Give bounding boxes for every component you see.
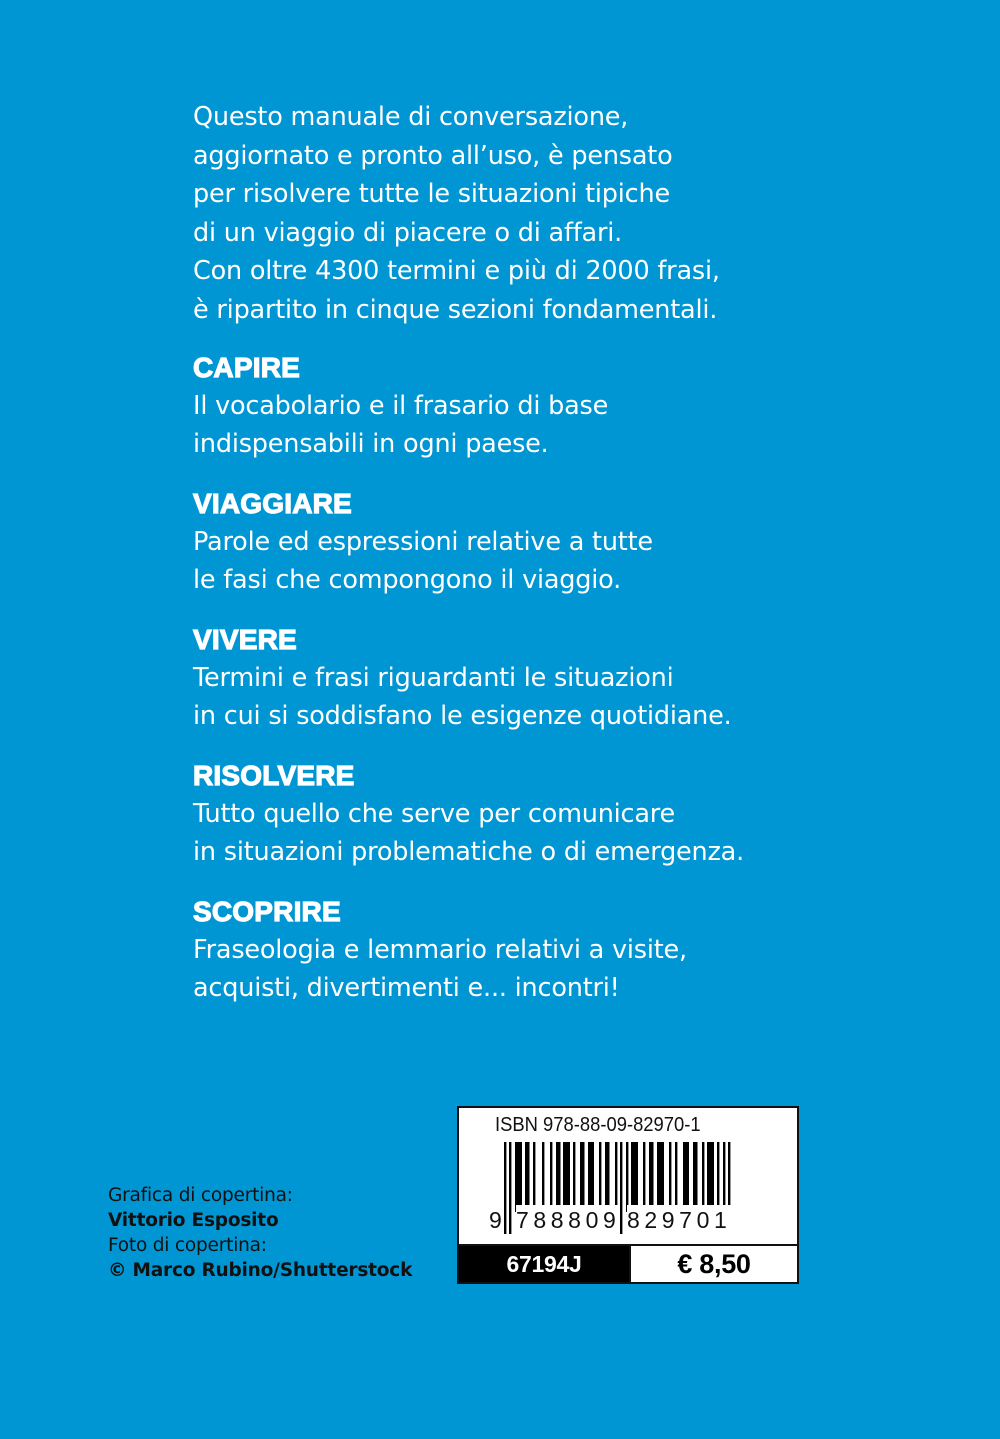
section-heading: RISOLVERE [193, 760, 355, 791]
barcode-label [457, 1106, 799, 1284]
section-heading: SCOPRIRE [193, 896, 341, 927]
intro-line: di un viaggio di piacere o di affari. [193, 217, 623, 248]
isbn-number: ISBN 978-88-09-82970-1 [495, 1114, 701, 1136]
section-line: acquisti, divertimenti e... incontri! [193, 973, 620, 1003]
intro-line: per risolvere tutte le situazioni tipiche [193, 179, 670, 209]
design-credit-name: Vittorio Esposito [108, 1210, 279, 1231]
ean-first-digit: 9 [489, 1207, 502, 1233]
intro-line: è ripartito in cinque sezioni fondamentali. [193, 294, 718, 325]
section-line: in cui si soddisfano le esigenze quotidiane. [193, 701, 732, 731]
product-code: 67194J [459, 1246, 629, 1282]
photo-credit-label: Foto di copertina: [108, 1235, 267, 1256]
intro-line: Questo manuale di conversazione, [193, 102, 629, 132]
section-heading: VIAGGIARE [193, 488, 352, 519]
section-vivere [193, 625, 893, 735]
intro-line: Con oltre 4300 termini e più di 2000 frasi, [193, 256, 720, 286]
price-row [459, 1244, 797, 1282]
section-line: in situazioni problematiche o di emergenza. [193, 837, 745, 867]
ean-left-digits: 788809 [516, 1207, 621, 1233]
section-heading: VIVERE [193, 624, 297, 655]
section-line: le fasi che compongono il viaggio. [193, 565, 621, 595]
cover-credits [108, 1183, 412, 1283]
photo-credit-name: © Marco Rubino/Shutterstock [108, 1260, 413, 1281]
design-credit-label: Grafica di copertina: [108, 1185, 293, 1206]
section-viaggiare [193, 489, 893, 599]
section-line: Fraseologia e lemmario relativi a visite, [193, 935, 687, 965]
section-scoprire [193, 897, 893, 1007]
section-capire [193, 353, 893, 463]
intro-paragraph [193, 98, 893, 329]
section-line: Termini e frasi riguardanti le situazioni [193, 663, 674, 693]
section-line: Il vocabolario e il frasario di base [193, 391, 609, 421]
section-line: indispensabili in ogni paese. [193, 429, 549, 459]
section-line: Tutto quello che serve per comunicare [193, 799, 675, 829]
intro-line: aggiornato e pronto all’uso, è pensato [193, 140, 673, 171]
price-tag: € 8,50 [629, 1246, 797, 1282]
section-risolvere [193, 761, 893, 871]
ean-right-digits: 829701 [627, 1207, 732, 1233]
section-heading: CAPIRE [193, 352, 300, 383]
section-line: Parole ed espressioni relative a tutte [193, 527, 653, 557]
